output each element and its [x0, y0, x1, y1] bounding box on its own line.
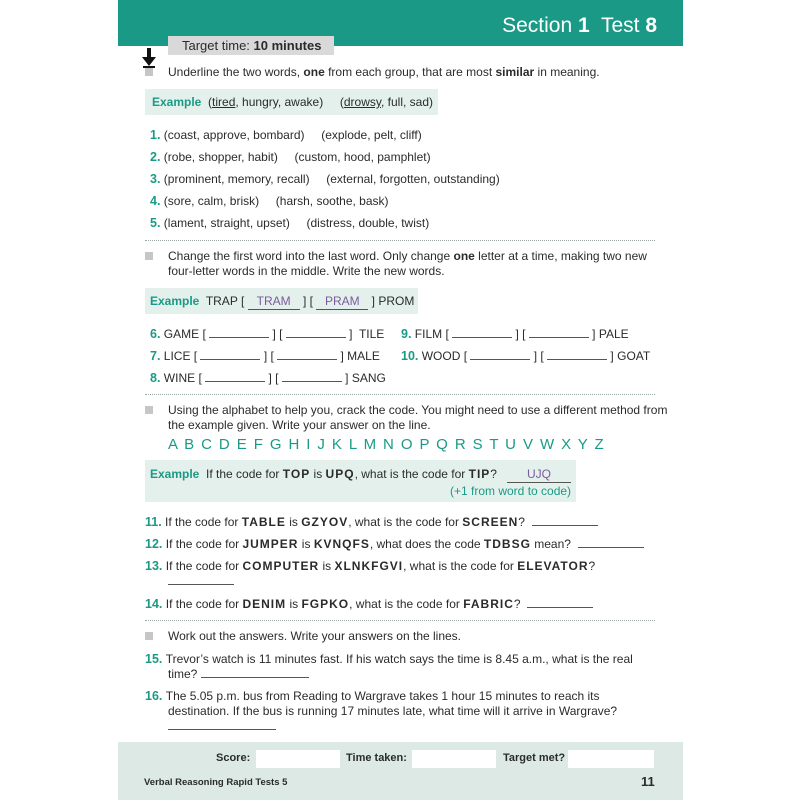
part1-example: Example (tired, hungry, awake) (drowsy, full, sad)	[152, 95, 434, 109]
word-group-a[interactable]: (lament, straight, upset)	[163, 216, 290, 230]
part1-instruction: Underline the two words, one from each group, that are most similar in meaning.	[168, 65, 600, 79]
question-5: 5. (lament, straight, upset) (distress, double, twist)	[150, 216, 430, 230]
score-field[interactable]	[256, 750, 340, 768]
word-group-b[interactable]: (custom, hood, pamphlet)	[294, 150, 431, 164]
word-group-a[interactable]: (prominent, memory, recall)	[163, 172, 310, 186]
question-16-line1: 16. The 5.05 p.m. bus from Reading to Wargrave takes 1 hour 15 minutes to reach its	[145, 689, 600, 703]
time-taken-field[interactable]	[412, 750, 496, 768]
question-8: 8. WINE [ ] [ ] SANG	[150, 371, 386, 385]
section-title: Section 1 Test 8	[502, 14, 657, 37]
answer-line[interactable]	[578, 537, 644, 548]
answer-blank[interactable]	[547, 349, 607, 360]
answer-line[interactable]	[527, 597, 593, 608]
part2-example: Example TRAP [ TRAM ] [ PRAM ] PROM	[150, 294, 415, 308]
question-1: 1. (coast, approve, bombard) (explode, pelt, cliff)	[150, 128, 422, 142]
question-11: 11. If the code for TABLE is GZYOV, what is the code for SCREEN?	[145, 515, 598, 530]
answer-blank[interactable]	[286, 327, 346, 338]
question-14: 14. If the code for DENIM is FGPKO, what is the code for FABRIC?	[145, 597, 593, 612]
part3-example: Example If the code for TOP is UPQ, what is the code for TIP? UJQ	[150, 467, 571, 483]
part3-example-note: (+1 from word to code)	[450, 484, 572, 498]
word-group-b[interactable]: (external, forgotten, outstanding)	[326, 172, 500, 186]
divider	[145, 394, 655, 395]
bullet-square	[145, 406, 153, 414]
answer-blank[interactable]	[470, 349, 530, 360]
part2-instruction-line1: Change the first word into the last word. Only change one letter at a time, making two new	[168, 249, 647, 263]
answer-blank[interactable]	[452, 327, 512, 338]
divider	[145, 240, 655, 241]
part2-instruction-line2: four-letter words in the middle. Write the new words.	[168, 264, 445, 278]
question-3: 3. (prominent, memory, recall) (external, forgotten, outstanding)	[150, 172, 500, 186]
answer-blank[interactable]	[529, 327, 589, 338]
answer-blank[interactable]	[277, 349, 337, 360]
question-6: 6. GAME [ ] [ ] TILE	[150, 327, 385, 341]
down-arrow-icon	[140, 48, 158, 68]
target-met-field[interactable]	[568, 750, 654, 768]
target-time: Target time: 10 minutes	[168, 36, 334, 55]
word-group-a[interactable]: (sore, calm, brisk)	[163, 194, 260, 208]
part3-instruction-line1: Using the alphabet to help you, crack the code. You might need to use a different method from	[168, 403, 668, 417]
question-12: 12. If the code for JUMPER is KVNQFS, what does the code TDBSG mean?	[145, 537, 644, 552]
target-met-label: Target met?	[503, 752, 566, 764]
page-number: 11	[641, 774, 655, 789]
question-13: 13. If the code for COMPUTER is XLNKFGVI, what is the code for ELEVATOR?	[145, 559, 596, 573]
question-15-line1: 15. Trevor’s watch is 11 minutes fast. If his watch says the time is 8.45 a.m., what is the real	[145, 652, 633, 666]
part4-instruction: Work out the answers. Write your answers on the lines.	[168, 629, 462, 643]
question-2: 2. (robe, shopper, habit) (custom, hood, pamphlet)	[150, 150, 431, 164]
book-title: Verbal Reasoning Rapid Tests 5	[144, 777, 288, 788]
question-15-line2: time?	[168, 667, 309, 682]
question-4: 4. (sore, calm, brisk) (harsh, soothe, bask)	[150, 194, 389, 208]
bullet-square	[145, 68, 153, 76]
time-taken-label: Time taken:	[346, 752, 407, 764]
word-group-b[interactable]: (harsh, soothe, bask)	[275, 194, 389, 208]
word-group-a[interactable]: (coast, approve, bombard)	[163, 128, 305, 142]
question-7: 7. LICE [ ] [ ] MALE	[150, 349, 380, 363]
answer-line[interactable]	[201, 667, 309, 678]
answer-blank[interactable]	[282, 371, 342, 382]
bullet-square	[145, 632, 153, 640]
question-16-line2: destination. If the bus is running 17 minutes late, what time will it arrive in Wargrave?	[168, 704, 618, 718]
answer-line[interactable]	[168, 719, 276, 730]
answer-blank[interactable]	[200, 349, 260, 360]
alphabet-strip: A B C D E F G H I J K L M N O P Q R S T U V W X Y Z	[168, 436, 606, 453]
answer-blank[interactable]	[209, 327, 269, 338]
divider	[145, 620, 655, 621]
answer-line[interactable]	[532, 515, 598, 526]
answer-blank[interactable]	[205, 371, 265, 382]
word-group-b[interactable]: (explode, pelt, cliff)	[321, 128, 422, 142]
score-label: Score:	[216, 752, 251, 764]
part3-instruction-line2: the example given. Write your answer on the line.	[168, 418, 431, 432]
word-group-b[interactable]: (distress, double, twist)	[306, 216, 430, 230]
question-10: 10. WOOD [ ] [ ] GOAT	[401, 349, 651, 363]
answer-line[interactable]	[168, 574, 234, 585]
question-9: 9. FILM [ ] [ ] PALE	[401, 327, 629, 341]
bullet-square	[145, 252, 153, 260]
word-group-a[interactable]: (robe, shopper, habit)	[163, 150, 278, 164]
